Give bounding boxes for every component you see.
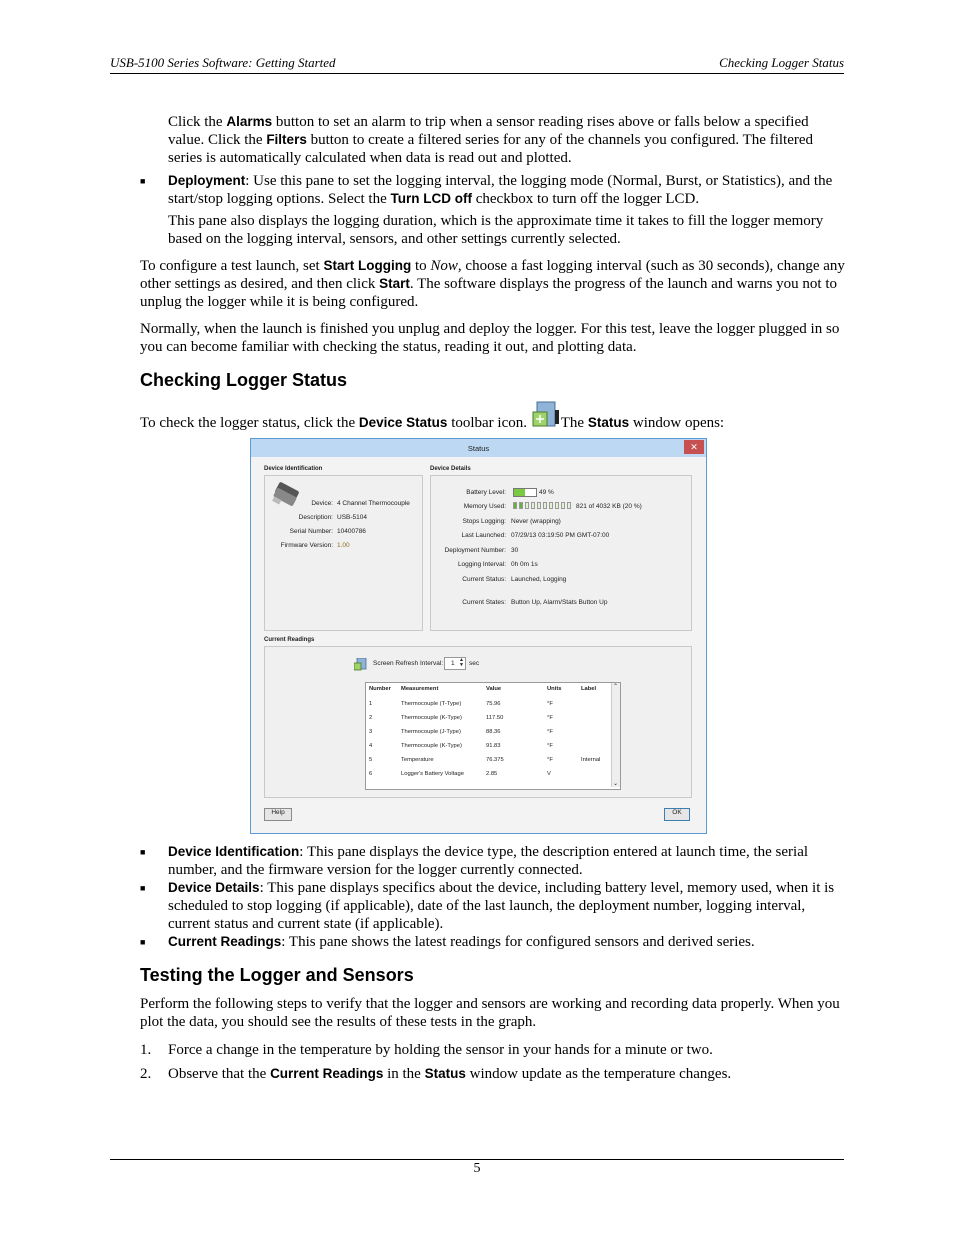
device-id-field-value: USB-5104 (337, 514, 367, 521)
table-cell: 5 (369, 757, 373, 763)
memory-used-value: 821 of 4032 KB (20 %) (576, 503, 642, 510)
step-1-text: Force a change in the temperature by holding the sensor in your hands for a minute or two. (168, 1042, 713, 1058)
scroll-up-icon[interactable]: ⌃ (613, 684, 619, 690)
refresh-interval-label: Screen Refresh Interval: (373, 660, 444, 667)
memory-used-label: Memory Used: (463, 503, 506, 510)
device-status-icon (531, 412, 561, 430)
testing-paragraph: Perform the following steps to verify that the logger and sensors are working and recording data properly. When you plot the data, you should see the results of these tests in the graph. (140, 996, 840, 1030)
table-cell: 75.96 (486, 701, 501, 707)
device-id-field-value: 10400786 (337, 528, 366, 535)
section-heading-checking-status: Checking Logger Status (140, 370, 348, 390)
device-details-field-label: Logging Interval: (457, 561, 506, 568)
battery-level-value: 49 % (539, 489, 554, 496)
footer-rule (110, 1159, 844, 1160)
bullet-marker: ■ (140, 937, 146, 947)
table-cell: °F (547, 743, 553, 749)
refresh-interval-value: 1 (451, 660, 455, 667)
battery-level-label: Battery Level: (466, 489, 506, 496)
memory-segment (543, 502, 547, 509)
table-row[interactable] (366, 713, 611, 725)
device-details-label: Device Details (430, 466, 471, 472)
duration-paragraph: This pane also displays the logging duration, which is the approximate time it takes to fill the logger memory based on the logging interval, sensors, and other settings currently selected. (168, 213, 824, 247)
device-details-field-value: 0h 0m 1s (511, 561, 538, 568)
current-readings-pane (264, 646, 692, 798)
device-id-field-label: Firmware Version: (280, 542, 333, 549)
ok-button[interactable]: OK (664, 808, 690, 821)
memory-segment (567, 502, 571, 509)
bullet-marker: ■ (140, 176, 146, 186)
table-cell: 88.36 (486, 729, 501, 735)
device-id-field-label: Description: (298, 514, 333, 521)
readings-table (365, 682, 621, 790)
memory-segment (537, 502, 541, 509)
scroll-down-icon[interactable]: ⌄ (613, 781, 619, 787)
refresh-interval-unit: sec (469, 660, 480, 667)
table-cell: Thermocouple (K-Type) (401, 743, 462, 749)
table-row[interactable] (366, 755, 611, 767)
status-window (250, 438, 707, 834)
table-cell: 1 (369, 701, 373, 707)
device-id-field-label: Device: (311, 500, 333, 507)
device-details-field-label: Current Status: (462, 576, 506, 583)
bullet-marker: ■ (140, 847, 146, 857)
device-details-field-value: Never (wrapping) (511, 518, 561, 525)
spinner-arrows-icon[interactable]: ▲ ▼ (459, 657, 464, 668)
table-cell: Internal (581, 757, 601, 763)
device-details-field-value: 07/29/13 03:19:50 PM GMT-07:00 (511, 532, 610, 539)
table-cell: 3 (369, 729, 373, 735)
running-header-left: USB-5100 Series Software: Getting Started (110, 55, 336, 70)
bullet-marker: ■ (140, 883, 146, 893)
table-cell: Logger's Battery Voltage (401, 771, 464, 777)
refresh-icon (354, 658, 368, 672)
header-rule (110, 73, 844, 74)
step-1-number: 1. (140, 1042, 152, 1058)
table-cell: °F (547, 715, 553, 721)
table-cell: 117.50 (486, 715, 504, 721)
table-column-header[interactable]: Units (547, 686, 562, 692)
table-cell: 2.85 (486, 771, 498, 777)
table-cell: 76.375 (486, 757, 504, 763)
device-id-field-value: 4 Channel Thermocouple (337, 500, 410, 507)
device-details-field-label: Last Launched: (461, 532, 506, 539)
device-id-field-label: Serial Number: (289, 528, 333, 535)
memory-segment (555, 502, 559, 509)
memory-segment (561, 502, 565, 509)
device-details-field-label: Current States: (462, 599, 506, 606)
memory-segment (525, 502, 529, 509)
bullet-item: Current Readings: This pane shows the latest readings for configured sensors and derived series. (168, 934, 755, 950)
table-row[interactable] (366, 699, 611, 711)
section-heading-testing: Testing the Logger and Sensors (140, 965, 414, 985)
table-column-header[interactable]: Label (581, 686, 597, 692)
memory-segment (513, 502, 517, 509)
table-cell: Temperature (401, 757, 434, 763)
help-button[interactable]: Help (264, 808, 292, 821)
table-row[interactable] (366, 769, 611, 781)
current-readings-label: Current Readings (264, 637, 315, 643)
bullet-item: Device Identification: This pane displays the device type, the description entered at launch time, the serial number, and the firmware version for the logger currently connected. (168, 844, 809, 878)
step-2-text: Observe that the Current Readings in the Status window update as the temperature changes. (168, 1066, 732, 1082)
table-column-header[interactable]: Value (486, 686, 502, 692)
table-cell: °F (547, 757, 553, 763)
deployment-paragraph: Deployment: Use this pane to set the logging interval, the logging mode (Normal, Burst, or Statistics), and the start/stop logging options. Select the Turn LCD off checkbox to turn off the logger LCD. (168, 173, 833, 207)
window-titlebar[interactable] (251, 439, 706, 457)
refresh-interval-spinner[interactable] (444, 657, 466, 670)
battery-gauge (513, 488, 537, 497)
step-2-number: 2. (140, 1066, 152, 1082)
memory-segment (519, 502, 523, 509)
device-id-field-value: 1.00 (337, 542, 350, 549)
page-number: 5 (473, 1161, 481, 1176)
table-column-header[interactable]: Number (369, 686, 391, 692)
table-cell: 6 (369, 771, 373, 777)
memory-segment (549, 502, 553, 509)
window-title: Status (467, 444, 490, 453)
memory-gauge (513, 502, 573, 509)
table-cell: °F (547, 701, 553, 707)
configure-paragraph: To configure a test launch, set Start Logging to Now, choose a fast logging interval (such as 30 seconds), change any other settings as desired, and then click Start. The software displays the progress of the launch and warns you not to unplug the logger while it is being configured. (140, 258, 845, 310)
device-details-field-value: Launched, Logging (511, 576, 567, 583)
table-column-header[interactable]: Measurement (401, 686, 439, 692)
table-cell: °F (547, 729, 553, 735)
running-header-right: Checking Logger Status (719, 55, 844, 70)
device-identification-label: Device Identification (264, 466, 323, 472)
table-row[interactable] (366, 727, 611, 739)
table-cell: 2 (369, 715, 373, 721)
table-row[interactable] (366, 741, 611, 753)
table-cell: Thermocouple (T-Type) (401, 701, 462, 707)
device-details-field-value: Button Up, Alarm/Stats Button Up (511, 599, 608, 606)
table-cell: Thermocouple (K-Type) (401, 715, 462, 721)
table-scrollbar[interactable] (611, 683, 620, 787)
device-details-field-label: Deployment Number: (444, 547, 506, 554)
bullet-item: Device Details: This pane displays specifics about the device, including battery level, memory used, when it is scheduled to stop logging (if applicable), date of the last launch, the deployment number, logging interval, current status and current state (if applicable). (168, 880, 835, 932)
table-cell: Thermocouple (J-Type) (401, 729, 461, 735)
device-identification-pane (264, 475, 423, 631)
table-cell: V (547, 771, 551, 777)
device-details-field-value: 30 (511, 547, 519, 554)
alarms-paragraph: Click the Alarms button to set an alarm to trip when a sensor reading rises above or falls below a specified value. Click the Filters button to create a filtered series for any of the channels you configured. The filtered series is automatically calculated when data is read out and plotted. (168, 114, 814, 166)
device-details-pane (430, 475, 692, 631)
check-status-paragraph: To check the logger status, click the Device Status toolbar icon. The Status window opens: (140, 412, 860, 432)
table-cell: 4 (369, 743, 373, 749)
table-cell: 91.83 (486, 743, 501, 749)
normally-paragraph: Normally, when the launch is finished you unplug and deploy the logger. For this test, leave the logger plugged in so you can become familiar with checking the status, reading it out, and plotting data. (140, 321, 840, 355)
memory-segment (531, 502, 535, 509)
device-details-field-label: Stops Logging: (462, 518, 506, 525)
close-icon[interactable]: ✕ (684, 440, 704, 454)
